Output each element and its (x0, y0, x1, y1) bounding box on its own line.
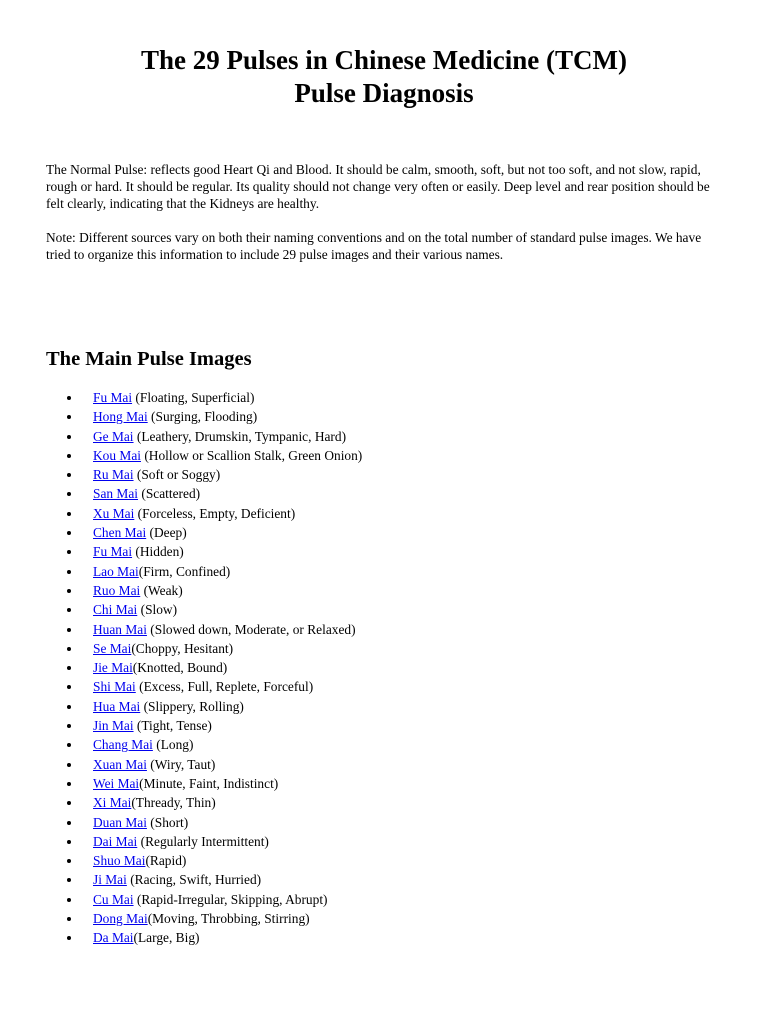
list-item (0, 562, 362, 581)
pulse-description: (Forceless, Empty, Deficient) (134, 505, 296, 521)
bullet-icon (67, 492, 71, 496)
pulse-description: (Knotted, Bound) (132, 660, 228, 676)
pulse-link[interactable]: Xu Mai (93, 505, 135, 521)
pulse-description: (Hidden) (132, 544, 184, 560)
list-item (0, 735, 362, 754)
list-item (0, 465, 362, 484)
pulse-link[interactable]: Dai Mai (93, 833, 138, 849)
pulse-description: (Slowed down, Moderate, or Relaxed) (146, 621, 356, 637)
pulse-description: (Scattered) (138, 486, 201, 502)
list-item (0, 658, 362, 677)
list-item (0, 542, 362, 561)
pulse-description: (Regularly Intermittent) (137, 833, 269, 849)
list-item (0, 890, 362, 909)
pulse-description: (Floating, Superficial) (132, 390, 255, 405)
pulse-link[interactable]: Ji Mai (93, 872, 127, 888)
page-title-line-1: The 29 Pulses in Chinese Medicine (TCM) (141, 45, 627, 75)
pulse-description: (Tight, Tense) (133, 718, 212, 734)
pulse-description: (Rapid) (145, 853, 187, 869)
list-item (0, 909, 362, 928)
list-item (0, 639, 362, 658)
bullet-icon (67, 396, 71, 400)
list-item (0, 407, 362, 426)
list-item (0, 928, 362, 947)
pulse-description: (Hollow or Scallion Stalk, Green Onion) (140, 447, 363, 463)
bullet-icon (67, 570, 71, 574)
bullet-icon (67, 473, 71, 477)
list-item (0, 484, 362, 503)
bullet-icon (67, 628, 71, 632)
pulse-link[interactable]: Se Mai (93, 640, 132, 656)
pulse-description: (Firm, Confined) (138, 563, 231, 579)
pulse-link[interactable]: Shi Mai (93, 679, 136, 695)
list-item (0, 716, 362, 735)
list-item (0, 774, 362, 793)
bullet-icon (67, 647, 71, 651)
bullet-icon (67, 435, 71, 439)
pulse-description: (Soft or Soggy) (133, 467, 221, 483)
bullet-icon (67, 763, 71, 767)
list-item (0, 813, 362, 832)
pulse-link[interactable]: Jin Mai (93, 718, 134, 734)
pulse-link[interactable]: Huan Mai (93, 621, 147, 637)
bullet-icon (67, 782, 71, 786)
pulse-description: (Rapid-Irregular, Skipping, Abrupt) (133, 891, 328, 907)
bullet-icon (67, 801, 71, 805)
list-item (0, 388, 362, 407)
pulse-description: (Slippery, Rolling) (140, 698, 244, 714)
pulse-list (0, 388, 362, 948)
pulse-link[interactable]: Xi Mai (93, 795, 132, 811)
bullet-icon (67, 512, 71, 516)
pulse-link[interactable]: Fu Mai (93, 544, 133, 560)
pulse-link[interactable]: Duan Mai (93, 814, 147, 830)
bullet-icon (67, 840, 71, 844)
pulse-link[interactable]: Wei Mai (93, 775, 140, 791)
bullet-icon (67, 550, 71, 554)
list-item (0, 620, 362, 639)
pulse-description: (Excess, Full, Replete, Forceful) (135, 679, 314, 695)
pulse-description: (Choppy, Hesitant) (131, 640, 234, 656)
bullet-icon (67, 666, 71, 670)
bullet-icon (67, 531, 71, 535)
pulse-description: (Deep) (146, 525, 187, 541)
bullet-icon (67, 724, 71, 728)
bullet-icon (67, 454, 71, 458)
note-paragraph: Note: Different sources vary on both their naming conventions and on the total number of standard pulse images. We have tried to organize this information to include 29 pulse images and their various names. (46, 230, 702, 262)
pulse-link[interactable]: Cu Mai (93, 891, 134, 907)
list-item (0, 697, 362, 716)
bullet-icon (67, 589, 71, 593)
pulse-link[interactable]: Shuo Mai (93, 853, 146, 869)
pulse-link[interactable]: Chi Mai (93, 602, 138, 618)
pulse-link[interactable]: Ruo Mai (93, 582, 141, 598)
pulse-description: (Weak) (140, 582, 183, 598)
pulse-link[interactable]: Da Mai (93, 930, 134, 946)
list-item (0, 504, 362, 523)
bullet-icon (67, 608, 71, 612)
section-heading-main-pulse-images: The Main Pulse Images (46, 348, 252, 370)
pulse-link[interactable]: Chang Mai (93, 737, 153, 753)
pulse-link[interactable]: San Mai (93, 486, 139, 502)
pulse-link[interactable]: Chen Mai (93, 525, 147, 541)
bullet-icon (67, 705, 71, 709)
pulse-link[interactable]: Kou Mai (93, 447, 141, 463)
pulse-description: (Wiry, Taut) (146, 756, 216, 772)
pulse-description: (Leathery, Drumskin, Tympanic, Hard) (133, 428, 347, 444)
bullet-icon (67, 743, 71, 747)
pulse-link[interactable]: Jie Mai (93, 660, 133, 676)
bullet-icon (67, 878, 71, 882)
pulse-link[interactable]: Xuan Mai (93, 756, 147, 772)
bullet-icon (67, 415, 71, 419)
pulse-description: (Short) (146, 814, 189, 830)
list-item (0, 581, 362, 600)
bullet-icon (67, 898, 71, 902)
list-item (0, 832, 362, 851)
list-item (0, 870, 362, 889)
page-title (40, 44, 728, 110)
pulse-link[interactable]: Ge Mai (93, 428, 134, 444)
list-item (0, 446, 362, 465)
pulse-description: (Thready, Thin) (131, 795, 216, 811)
bullet-icon (67, 936, 71, 940)
list-item (0, 851, 362, 870)
pulse-link[interactable]: Fu Mai (93, 390, 133, 405)
list-item (0, 523, 362, 542)
pulse-link[interactable]: Lao Mai (93, 563, 139, 579)
pulse-link[interactable]: Ru Mai (93, 467, 134, 483)
bullet-icon (67, 821, 71, 825)
list-item (0, 793, 362, 812)
list-item (0, 600, 362, 619)
normal-pulse-paragraph: The Normal Pulse: reflects good Heart Qi and Blood. It should be calm, smooth, soft, but not too soft, and not slow, rapid, rough or hard. It should be regular. Its quality should not change very often or easily. Deep level and rear position should be felt clearly, indicating that the Kidneys are healthy. (46, 162, 710, 211)
list-item (0, 427, 362, 446)
pulse-link[interactable]: Hua Mai (93, 698, 141, 714)
list-item (0, 755, 362, 774)
pulse-description: (Surging, Flooding) (147, 409, 258, 425)
list-item (0, 677, 362, 696)
pulse-description: (Moving, Throbbing, Stirring) (147, 911, 310, 927)
bullet-icon (67, 685, 71, 689)
pulse-description: (Minute, Faint, Indistinct) (139, 775, 279, 791)
pulse-description: (Long) (152, 737, 194, 753)
pulse-link[interactable]: Dong Mai (93, 911, 148, 927)
pulse-description: (Large, Big) (133, 930, 200, 946)
bullet-icon (67, 859, 71, 863)
pulse-description: (Slow) (137, 602, 178, 618)
bullet-icon (67, 917, 71, 921)
page-title-line-2: Pulse Diagnosis (294, 78, 474, 108)
pulse-description: (Racing, Swift, Hurried) (126, 872, 262, 888)
pulse-link[interactable]: Hong Mai (93, 409, 148, 425)
